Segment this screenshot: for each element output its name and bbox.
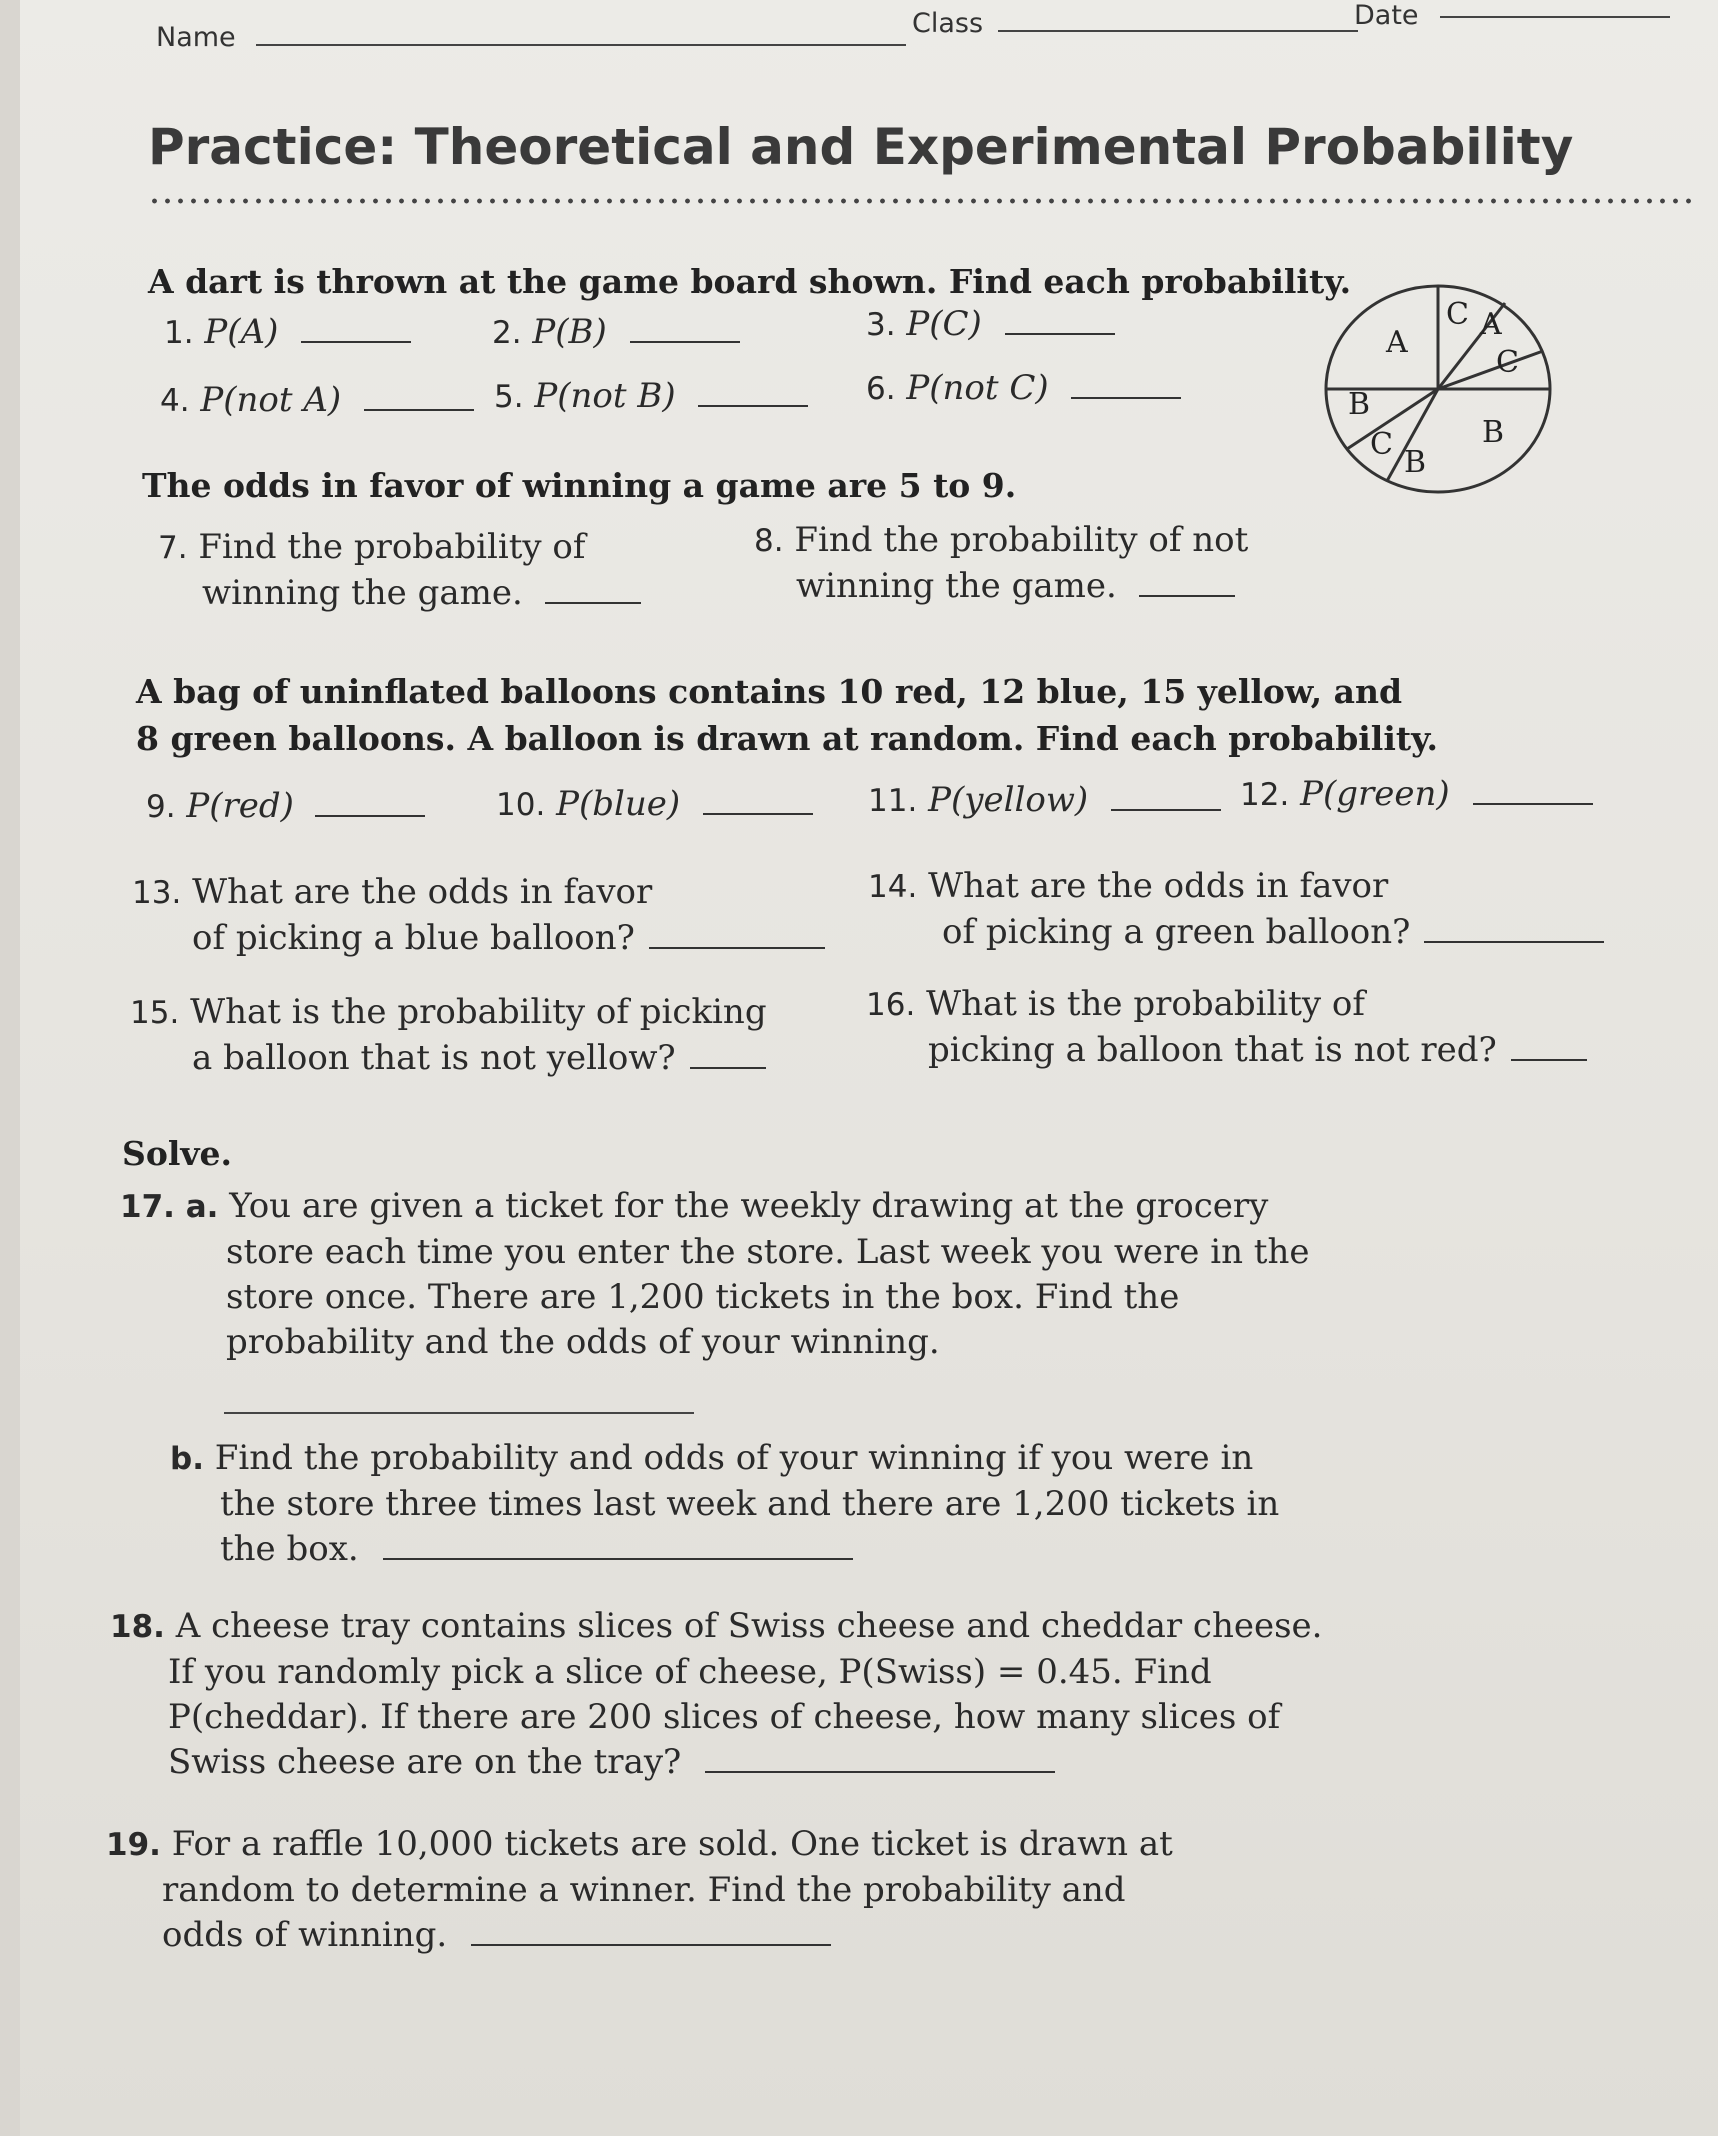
- question-11: 11. P(yellow): [868, 780, 1221, 820]
- class-label: Class: [912, 8, 984, 39]
- board-label-a-small: A: [1480, 307, 1502, 342]
- answer-1-blank[interactable]: [301, 341, 411, 343]
- answer-11-blank[interactable]: [1111, 809, 1221, 811]
- answer-12-blank[interactable]: [1473, 803, 1593, 805]
- name-label: Name: [156, 22, 236, 53]
- answer-8-blank[interactable]: [1139, 595, 1235, 597]
- board-label-b-bottom: B: [1404, 445, 1427, 480]
- answer-10-blank[interactable]: [703, 813, 813, 815]
- question-8: 8. Find the probability of not winning the game.: [754, 520, 1249, 606]
- answer-3-blank[interactable]: [1005, 333, 1115, 335]
- question-3: 3. P(C): [866, 304, 1115, 344]
- question-12: 12. P(green): [1240, 774, 1593, 814]
- dart-instruction: A dart is thrown at the game board shown. Find each probability.: [148, 262, 1352, 301]
- answer-5-blank[interactable]: [698, 405, 808, 407]
- answer-13-blank[interactable]: [649, 947, 825, 949]
- worksheet-page: [20, 0, 1718, 2136]
- answer-16-blank[interactable]: [1511, 1059, 1587, 1061]
- dart-game-board: [1308, 282, 1568, 512]
- question-4: 4. P(not A): [160, 380, 474, 420]
- question-19: 19. For a raffle 10,000 tickets are sold. One ticket is drawn at random to determine a winner. Find the probability and odds of winning.: [106, 1824, 1173, 1955]
- question-2: 2. P(B): [492, 312, 740, 352]
- name-field[interactable]: [256, 44, 906, 46]
- title-dotted-rule: [148, 198, 1694, 204]
- question-7: 7. Find the probability of winning the game.: [158, 525, 641, 616]
- answer-9-blank[interactable]: [315, 815, 425, 817]
- solve-heading: Solve.: [122, 1134, 233, 1173]
- board-label-c-top: C: [1446, 297, 1469, 332]
- answer-7-blank[interactable]: [545, 602, 641, 604]
- question-6: 6. P(not C): [866, 368, 1181, 408]
- answer-4-blank[interactable]: [364, 409, 474, 411]
- answer-18-blank[interactable]: [705, 1771, 1055, 1773]
- board-label-a-large: A: [1386, 325, 1408, 360]
- odds-instruction: The odds in favor of winning a game are 5 to 9.: [142, 466, 1017, 505]
- board-label-b-left: B: [1348, 387, 1371, 422]
- page-title: Practice: Theoretical and Experimental Probability: [148, 118, 1574, 176]
- answer-17a-blank[interactable]: [224, 1412, 694, 1414]
- question-17a: 17. a. You are given a ticket for the weekly drawing at the grocery store each time you enter the store. Last week you were in the store once. There are 1,200 tickets in the box. Find the probability and the odds of your winning.: [120, 1186, 1310, 1362]
- question-14: 14. What are the odds in favor of picking a green balloon?: [868, 864, 1604, 955]
- question-16: 16. What is the probability of picking a balloon that is not red?: [866, 982, 1587, 1073]
- date-field[interactable]: [1440, 16, 1670, 18]
- answer-17b-blank[interactable]: [383, 1558, 853, 1560]
- answer-19-blank[interactable]: [471, 1944, 831, 1946]
- answer-6-blank[interactable]: [1071, 397, 1181, 399]
- question-13: 13. What are the odds in favor of picking a blue balloon?: [132, 870, 825, 961]
- class-field[interactable]: [998, 30, 1358, 32]
- answer-15-blank[interactable]: [690, 1067, 766, 1069]
- question-9: 9. P(red): [146, 786, 425, 826]
- question-17b: b. Find the probability and odds of your winning if you were in the store three times last week and there are 1,200 tickets in the box.: [170, 1438, 1280, 1569]
- question-18: 18. A cheese tray contains slices of Swiss cheese and cheddar cheese. If you randomly pick a slice of cheese, P(Swiss) = 0.45. Find P(cheddar). If there are 200 slices of cheese, how many slices of Swiss cheese are on the tray?: [110, 1606, 1323, 1782]
- question-15: 15. What is the probability of picking a balloon that is not yellow?: [130, 992, 767, 1078]
- date-label: Date: [1354, 0, 1419, 31]
- board-label-b-large: B: [1482, 415, 1505, 450]
- board-label-c-right: C: [1496, 345, 1519, 380]
- question-10: 10. P(blue): [496, 784, 813, 824]
- answer-2-blank[interactable]: [630, 341, 740, 343]
- question-1: 1. P(A): [164, 312, 411, 352]
- question-5: 5. P(not B): [494, 376, 808, 416]
- board-label-c-bottom: C: [1370, 427, 1393, 462]
- answer-14-blank[interactable]: [1424, 941, 1604, 943]
- balloon-instruction: A bag of uninflated balloons contains 10 red, 12 blue, 15 yellow, and 8 green balloons. A balloon is drawn at random. Find each probability.: [136, 672, 1439, 758]
